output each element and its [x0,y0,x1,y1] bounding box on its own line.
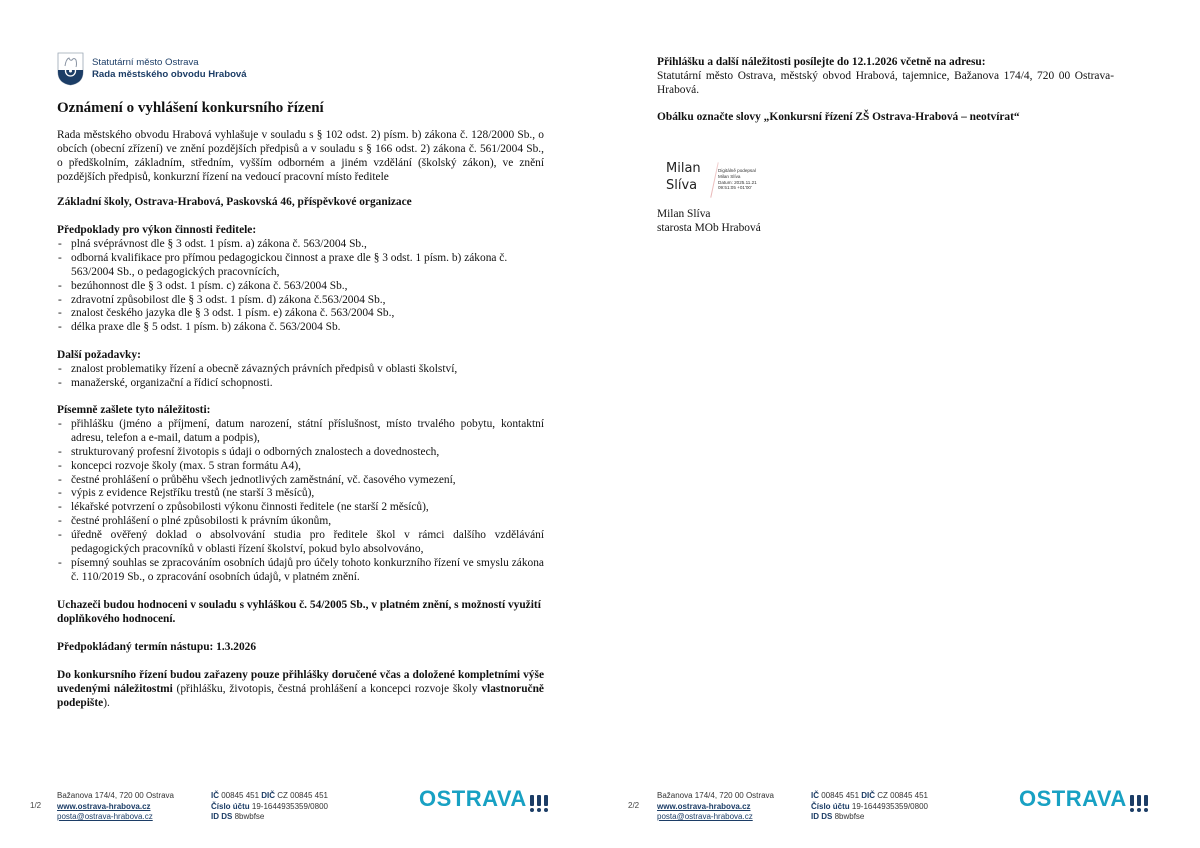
signature-metadata [718,160,757,200]
document-page-2 [600,0,1200,848]
letterhead [57,52,247,86]
signature-meta-line: Datum: 2025.11.21 [718,179,757,185]
list-item: - písemný souhlas se zpracováním osobních údajů pro účely tohoto konkurzního řízení ve smyslu zákona č. 110/2019 Sb., o zpracování osobních údajů, v platném znění. [57,557,544,585]
list-item: - přihlášku (jméno a příjmení, datum narození, státní příslušnost, místo trvalého pobytu, kontaktní adresu, telefon a e-mail, datum a podpis), [57,418,544,446]
signature-meta-line: Milan Slíva [718,173,741,179]
dic-label: DIČ [861,791,876,800]
submission-section [657,56,1114,98]
signature-name-first: Milan [666,161,701,176]
list-item: - čestné prohlášení o plné způsobilosti k právním úkonům, [57,515,544,529]
ds-label: ID DS [811,812,833,821]
ic-label: IČ [811,791,819,800]
footer-ids [211,791,328,823]
letterhead-council: Rada městského obvodu Hrabová [92,69,247,80]
signature-meta-line: 09:51:05 +01'00' [718,185,752,191]
signature-meta-line: Digitálně podepsal [718,168,756,173]
footer-address: Bažanova 174/4, 720 00 Ostrava [57,791,174,800]
list-item: - čestné prohlášení o průběhu všech jednotlivých zaměstnání, vč. časového vymezení, [57,474,544,488]
ds-value: 8bwbfse [232,812,265,821]
website-link[interactable]: www.ostrava-hrabova.cz [657,801,751,811]
closing-normal-text: (přihlášku, životopis, čestná prohlášení a koncepci rozvoje školy [172,682,482,695]
account-label: Číslo účtu [811,801,850,811]
envelope-instruction: Obálku označte slovy „Konkursní řízení ZŠ Ostrava-Hrabová – neotvírat“ [657,111,1020,123]
website-link[interactable]: www.ostrava-hrabova.cz [57,801,151,811]
page-number: 1/2 [30,801,42,810]
list-item: - výpis z evidence Rejstříku trestů (ne starší 3 měsíců), [57,487,544,501]
signer-block [657,208,761,236]
documents-section [57,404,544,585]
footer-address: Bažanova 174/4, 720 00 Ostrava [657,791,774,800]
list-item: - délka praxe dle § 5 odst. 1 písm. b) zákona č. 563/2004 Sb. [57,321,544,335]
exclamation-marks-icon [1130,792,1149,812]
other-requirements-heading: Další požadavky: [57,349,141,361]
letterhead-city: Statutární město Ostrava [92,57,199,68]
intro-paragraph: Rada městského obvodu Hrabová vyhlašuje v souladu s § 102 odst. 2) písm. b) zákona č. 128/2000 Sb., o obcích (obecní zřízení) ve znění pozdějších předpisů a v souladu s § 166 odst. 2) zákona č. 561/2004 Sb., o předškolním, základním, středním, vyšším odborném a jiném vzdělání (školský zákon), ve znění pozdějších předpisů, konkurzní řízení na vedoucí pracovní místo ředitele [57,129,544,183]
ds-value: 8bwbfse [832,812,865,821]
email-link[interactable]: posta@ostrava-hrabova.cz [657,812,753,821]
exclamation-marks-icon [530,792,549,812]
digital-signature [666,160,776,200]
list-item: - úředně ověřený doklad o absolvování studia pro ředitele škol v rámci dalšího vzdělávání pedagogických pracovníků v oblasti řízení školství, pokud bylo absolvováno, [57,529,544,557]
signature-name-last: Slíva [666,178,698,193]
submission-address: Statutární město Ostrava, městský obvod Hrabová, tajemnice, Bažanova 174/4, 720 00 Ostrava-Hrabová. [657,69,1114,96]
other-requirements-section [57,349,544,391]
list-item: - plná svéprávnost dle § 3 odst. 1 písm. a) zákona č. 563/2004 Sb., [57,238,544,252]
footer-ids [811,791,928,823]
page-number: 2/2 [628,801,640,810]
signer-title: starosta MOb Hrabová [657,221,761,234]
email-link[interactable]: posta@ostrava-hrabova.cz [57,812,153,821]
list-item: - koncepci rozvoje školy (max. 5 stran formátu A4), [57,460,544,474]
ostrava-logo-text: OSTRAVA [1019,786,1127,811]
list-item: - bezúhonnost dle § 3 odst. 1 písm. c) zákona č. 563/2004 Sb., [57,280,544,294]
dic-label: DIČ [261,791,276,800]
account-label: Číslo účtu [211,801,250,811]
dic-value: CZ 00845 451 [275,791,328,800]
list-item: - odborná kvalifikace pro přímou pedagogickou činnost a praxe dle § 3 odst. 1 písm. b) zákona č. 563/2004 Sb., o pedagogických pracovnících, [57,252,544,280]
city-coat-of-arms-icon [57,52,84,86]
ostrava-logo [1019,786,1149,812]
list-item: - lékařské potvrzení o způsobilosti výkonu činnosti ředitele (ne starší 2 měsíců), [57,501,544,515]
ostrava-logo [419,786,549,812]
ic-label: IČ [211,791,219,800]
ds-label: ID DS [211,812,233,821]
ic-value: 00845 451 [219,791,262,800]
list-item: - znalost českého jazyka dle § 3 odst. 1 písm. e) zákona č. 563/2004 Sb., [57,307,544,321]
ic-value: 00845 451 [819,791,862,800]
documents-heading: Písemně zašlete tyto náležitosti: [57,404,211,416]
closing-paragraph [57,669,544,711]
document-title: Oznámení o vyhlášení konkursního řízení [57,100,324,116]
footer-contact [57,791,174,823]
closing-end: ). [103,696,110,709]
list-item: - znalost problematiky řízení a obecně závazných právních předpisů v oblasti školství, [57,363,544,377]
account-value: 19-1644935359/0800 [249,801,328,811]
evaluation-note: Uchazeči budou hodnoceni v souladu s vyhláškou č. 54/2005 Sb., v platném znění, s možností využití doplňkového hodnocení. [57,599,541,625]
list-item: - zdravotní způsobilost dle § 3 odst. 1 písm. d) zákona č.563/2004 Sb., [57,294,544,308]
school-name: Základní školy, Ostrava-Hrabová, Paskovská 46, příspěvkové organizace [57,196,412,208]
list-item: - strukturovaný profesní životopis s údaji o odborných znalostech a dovednostech, [57,446,544,460]
prerequisites-section [57,224,544,335]
closing-sign-instruction: vlastnoručně podepište [57,682,544,709]
ostrava-logo-text: OSTRAVA [419,786,527,811]
account-value: 19-1644935359/0800 [849,801,928,811]
list-item: - manažerské, organizační a řídicí schopnosti. [57,377,544,391]
signer-name: Milan Slíva [657,208,711,220]
closing-bold-text: Do konkursního řízení budou zařazeny pouze přihlášky doručené včas a doložené kompletními výše uvedenými náležitostmi [57,669,544,695]
deadline-heading: Přihlášku a další náležitosti posílejte do 12.1.2026 včetně na adresu: [657,56,986,68]
prerequisites-heading: Předpoklady pro výkon činnosti ředitele: [57,224,257,236]
start-date: Předpokládaný termín nástupu: 1.3.2026 [57,641,257,653]
footer-contact [657,791,774,823]
dic-value: CZ 00845 451 [875,791,928,800]
